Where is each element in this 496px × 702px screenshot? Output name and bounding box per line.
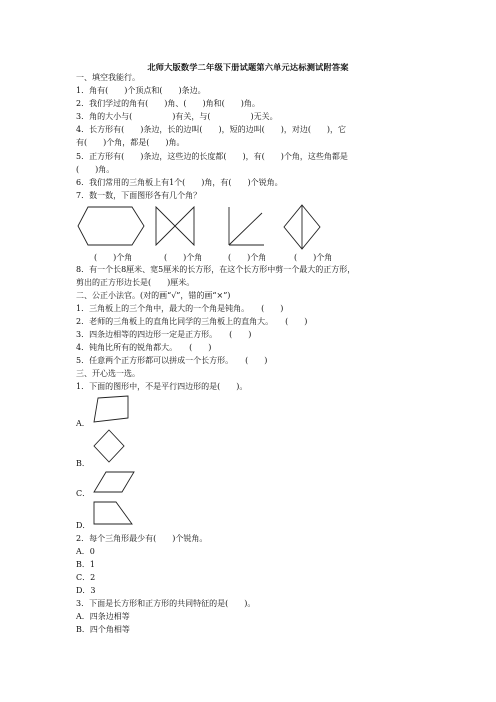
question-1-3: 3．角的大小与( )有关，与( )无关。 (76, 112, 278, 121)
option-c-shape (92, 470, 136, 496)
diamond-figure (282, 203, 322, 251)
choice-2-option-a: A．0 (76, 547, 95, 556)
option-a-label: A． (76, 419, 90, 428)
question-1-2: 2．我们学过的角有( )角、( )角和( )角。 (76, 99, 260, 108)
option-b-shape (92, 428, 126, 466)
hexagon-figure (76, 205, 146, 247)
section-3-heading: 三、开心选一选。 (76, 369, 140, 378)
question-1-4-line2: 有( )个角，都是( )角。 (76, 138, 185, 147)
question-1-4-line1: 4．长方形有( )条边，长的边叫( )，短的边叫( )，对边( )，它 (76, 125, 347, 134)
choice-2: 2．每个三角形最少有( )个锐角。 (76, 534, 208, 543)
option-b-label: B． (76, 459, 90, 468)
judge-5: 5．任意两个正方形都可以拼成一个长方形。 ( ) (76, 356, 268, 365)
judge-1: 1．三角板上的三个角中，最大的一个角是钝角。 ( ) (76, 304, 284, 313)
option-a-shape (92, 394, 132, 424)
question-1-7: 7．数一数，下面图形各有几个角？ (76, 191, 202, 200)
choice-3-option-a: A．四条边相等 (76, 612, 130, 621)
judge-4: 4．钝角比所有的锐角都大。 ( ) (76, 343, 212, 352)
figure-3-caption: ( )个角 (228, 253, 267, 262)
judge-3: 3．四条边相等的四边形一定是正方形。 ( ) (76, 330, 252, 339)
question-1-1: 1．角有( )个顶点和( )条边。 (76, 86, 206, 95)
choice-1: 1．下面的图形中，不是平行四边形的是( )。 (76, 382, 248, 391)
question-1-6: 6．我们常用的三角板上有1个( )角，有( )个锐角。 (76, 178, 283, 187)
option-d-shape (92, 500, 136, 528)
bowtie-figure (154, 205, 196, 247)
choice-2-option-b: B．1 (76, 560, 95, 569)
section-1-heading: 一、填空我能行。 (76, 73, 140, 82)
choice-2-option-d: D．3 (76, 586, 96, 595)
judge-2: 2．老师的三角板上的直角比同学的三角板上的直角大。 ( ) (76, 317, 308, 326)
figure-2-caption: ( )个角 (164, 253, 203, 262)
figure-1-caption: ( )个角 (94, 253, 133, 262)
choice-2-option-c: C．2 (76, 573, 96, 582)
section-2-heading: 二、公正小法官。(对的画“√”，错的画“×”) (76, 291, 231, 300)
document-title: 北师大版数学二年级下册试题第六单元达标测试附答案 (147, 62, 349, 72)
figure-4-caption: ( )个角 (294, 253, 333, 262)
question-1-5-line1: 5．正方形有( )条边，这些边的长度都( )，有( )个角，这些角都是 (76, 152, 348, 161)
option-c-label: C． (76, 489, 91, 498)
question-1-8-line2: 剪出的正方形边长是( )厘米。 (76, 278, 195, 287)
option-d-label: D． (76, 521, 91, 530)
choice-3-option-b: B．四个角相等 (76, 625, 130, 634)
ray-angles-figure (226, 205, 266, 247)
choice-3: 3．下面是长方形和正方形的共同特征的是( )。 (76, 599, 256, 608)
question-1-8-line1: 8．有一个长8厘米、宽5厘米的长方形，在这个长方形中剪一个最大的正方形， (76, 265, 356, 274)
question-1-5-line2: ( )角。 (76, 165, 115, 174)
